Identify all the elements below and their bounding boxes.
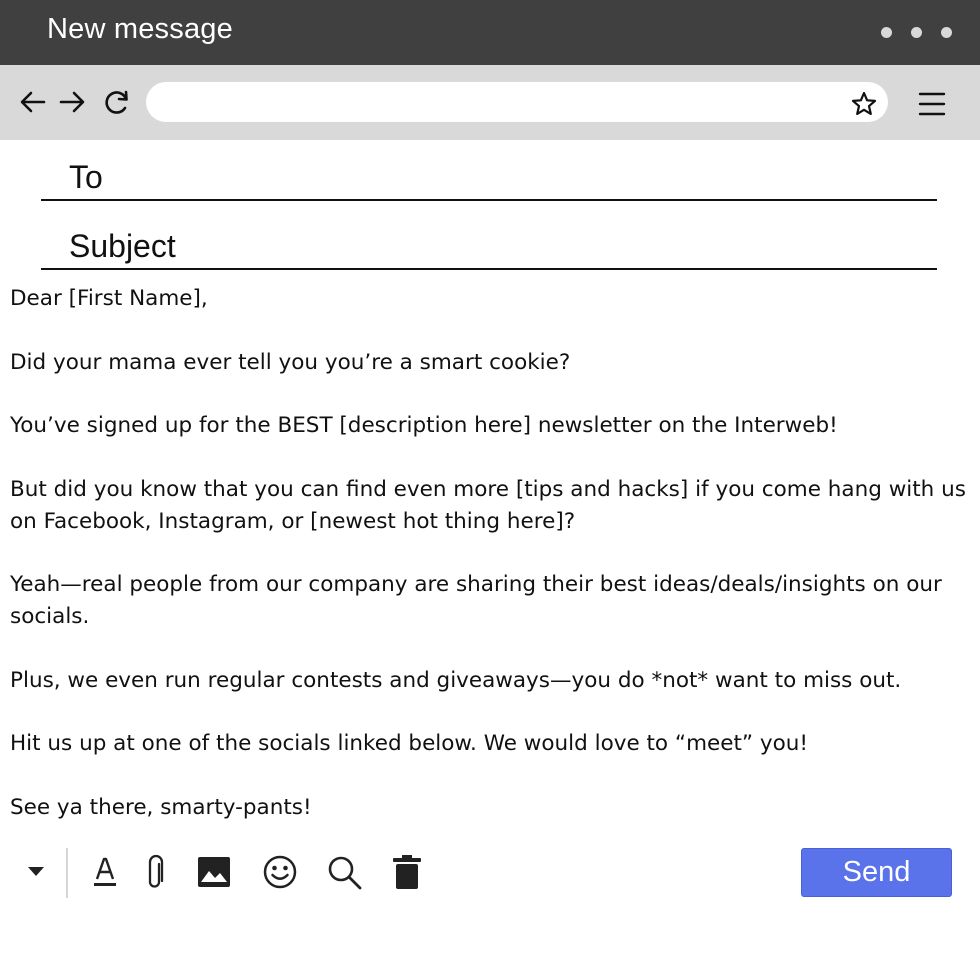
body-paragraph: Dear [First Name], xyxy=(10,286,208,311)
attachment-icon[interactable] xyxy=(143,854,167,892)
to-label: To xyxy=(69,159,103,195)
body-paragraph: Plus, we even run regular contests and giveaways—you do *not* want to miss out. xyxy=(10,667,902,693)
body-paragraph: But did you know that you can find even more [tips and hacks] if you come hang with us on Facebook, Instagram, or [newest hot thing here]? xyxy=(10,476,966,534)
subject-label: Subject xyxy=(69,228,176,264)
reload-icon[interactable] xyxy=(102,87,132,117)
subject-field[interactable] xyxy=(41,228,937,270)
body-paragraph: See ya there, smarty-pants! xyxy=(10,794,312,820)
text-format-icon[interactable] xyxy=(91,855,119,889)
send-button[interactable]: Send xyxy=(801,848,952,897)
body-paragraph: Did your mama ever tell you you’re a smart cookie? xyxy=(10,349,571,375)
arrow-left-icon[interactable] xyxy=(18,87,48,117)
arrow-right-icon[interactable] xyxy=(57,87,87,117)
body-paragraph: You’ve signed up for the BEST [description here] newsletter on the Interweb! xyxy=(10,413,838,438)
window-title: New message xyxy=(47,13,233,45)
window-controls[interactable] xyxy=(881,27,952,38)
message-body[interactable] xyxy=(10,283,975,855)
to-field[interactable] xyxy=(41,159,937,201)
browser-navbar xyxy=(0,65,980,140)
address-bar[interactable] xyxy=(146,82,888,122)
body-paragraph: Hit us up at one of the socials linked below. We would love to “meet” you! xyxy=(10,731,808,756)
star-icon[interactable] xyxy=(850,90,878,118)
window-dot-2[interactable] xyxy=(911,27,922,38)
search-icon[interactable] xyxy=(326,854,364,892)
window-dot-3[interactable] xyxy=(941,27,952,38)
window-titlebar xyxy=(0,0,980,65)
body-paragraph: Yeah—real people from our company are sharing their best ideas/deals/insights on our socials. xyxy=(10,572,942,629)
trash-icon[interactable] xyxy=(391,854,423,890)
emoji-icon[interactable] xyxy=(262,854,298,890)
dropdown-caret-icon[interactable] xyxy=(26,863,46,879)
window-dot-1[interactable] xyxy=(881,27,892,38)
toolbar-divider xyxy=(66,848,68,898)
hamburger-menu-icon[interactable] xyxy=(917,90,947,118)
image-icon[interactable] xyxy=(197,856,231,888)
compose-toolbar xyxy=(0,845,980,905)
